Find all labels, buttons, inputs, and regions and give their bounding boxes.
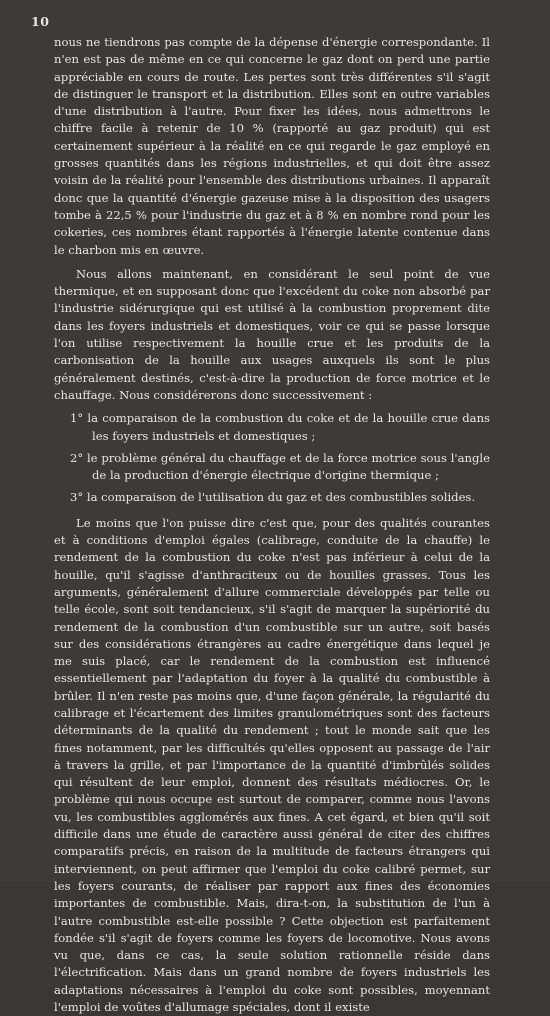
list-item: 1° la comparaison de la combustion du coke et de la houille crue dans les foyers industriels et domestiques ; <box>70 411 490 443</box>
body-text <box>54 34 490 1016</box>
paragraph-continued: nous ne tiendrons pas compte de la dépense d'énergie correspondante. Il n'en est pas de même en ce qui concerne le gaz dont on perd une partie appréciable en cours de route. Les pertes sont très différentes s'il s'agit de distinguer le transport et la distribution. Elles sont en outre variables d'une distribution à l'autre. Pour fixer les idées, nous admettrons le chiffre facile à retenir de 10 % (rapporté au gaz produit) qui est certainement supérieur à la réalité en ce qui regarde le gaz employé en grosses quantités dans les régions industrielles, et qui doit être assez voisin de la réalité pour l'ensemble des distributions urbaines. Il apparaît donc que la quantité d'énergie gazeuse mise à la disposition des usagers tombe à 22,5 % pour l'industrie du gaz et à 8 % en nombre rond pour les cokeries, ces nombres étant rapportés à l'énergie latente contenue dans le charbon mis en œuvre. <box>54 35 490 257</box>
paragraph-thermal-viewpoint: Nous allons maintenant, en considérant le seul point de vue thermique, et en supposant donc que l'excédent du coke non absorbé par l'industrie sidérurgique qui est utilisé à la combustion proprement dite dans les foyers industriels et domestiques, voir ce qui se passe lorsque l'on utilise respectivement la houille crue et les produits de la carbonisation de la houille aux usages auxquels ils sont le plus généralement destinés, c'est-à-dire la production de force motrice et le chauffage. Nous considérerons donc successivement : <box>54 266 490 402</box>
page-number: 10 <box>31 14 50 29</box>
numbered-list <box>54 410 490 506</box>
list-item: 2° le problème général du chauffage et de la force motrice sous l'angle de la production d'énergie électrique d'origine thermique ; <box>70 450 490 483</box>
list-item: 3° la comparaison de l'utilisation du gaz et des combustibles solides. <box>70 490 476 505</box>
paragraph-combustion-comparison: Le moins que l'on puisse dire c'est que, pour des qualités courantes et à conditions d'emploi égales (calibrage, conduite de la chauffe) le rendement de la combustion du coke n'est pas inférieur à celui de la houille, qu'il s'agisse d'anthraciteux ou de houilles grasses. Tous les arguments, généralement d'allure commerciale développés par telle ou telle école, sont soit tendancieux, s'il s'agit de marquer la supériorité du rendement de la combustion d'un combustible sur un autre, soit basés sur des considérations étrangères au cadre énergétique dans lequel je me suis placé, car le rendement de la combustion est influencé essentiellement par l'adaptation du foyer à la qualité du combustible à brûler. Il n'en reste pas moins que, d'une façon générale, la régularité du calibrage et l'écartement des limites granulométriques sont des facteurs déterminants de la qualité du rendement ; tout le monde sait que les fines notamment, par les difficultés qu'elles opposent au passage de l'air à travers la grille, et par l'importance de la quantité d'imbrûlés solides qui résultent de leur emploi, donnent des résultats médiocres. Or, le problème qui nous occupe est surtout de comparer, comme nous l'avons vu, les combustibles agglomérés aux fines. A cet égard, et bien qu'il soit difficile dans une étude de caractère aussi général de citer des chiffres comparatifs précis, en raison de la multitude de facteurs étrangers qui interviennent, on peut affirmer que l'emploi du coke calibré permet, sur les foyers courants, de réaliser par rapport aux fines des économies importantes de combustible. Mais, dira-t-on, la substitution de l'un à l'autre combustible est-elle possible ? Cette objection est parfaitement fondée s'il s'agit de foyers comme les foyers de locomotive. Nous avons vu que, dans ce cas, la seule solution rationnelle réside dans l'électrification. Mais dans un grand nombre de foyers industriels les adaptations nécessaires à l'emploi du coke sont possibles, moyennant l'emploi de voûtes d'allumage spéciales, dont il existe <box>54 515 490 1015</box>
